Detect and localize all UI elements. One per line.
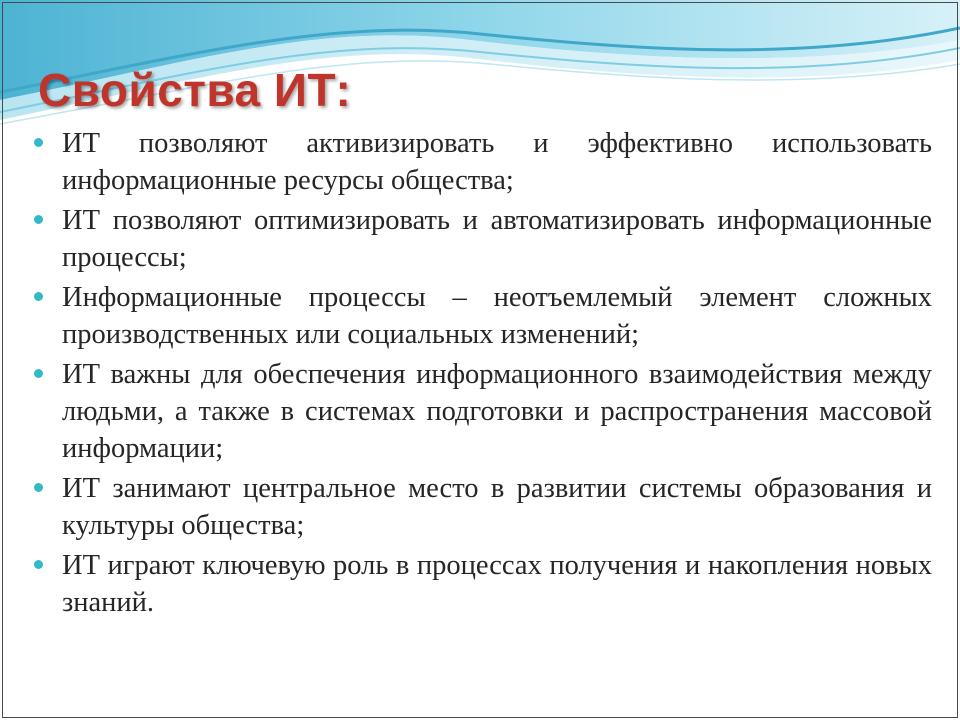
list-item [34, 279, 932, 353]
bullet-list [34, 125, 932, 624]
bullet-text: ИТ занимают центральное место в развитии системы образования и культуры общества; [62, 473, 932, 541]
list-item [34, 202, 932, 276]
bullet-text: ИТ позволяют оптимизировать и автоматизировать информационные процессы; [62, 205, 932, 273]
list-item [34, 125, 932, 199]
bullet-text: ИТ позволяют активизировать и эффективно использовать информационные ресурсы общества; [62, 128, 932, 196]
round-bullet-icon [34, 215, 43, 224]
list-item [34, 470, 932, 544]
round-bullet-icon [34, 560, 43, 569]
bullet-text: Информационные процессы – неотъемлемый элемент сложных производственных или социальных изменений; [62, 282, 932, 350]
round-bullet-icon [34, 369, 43, 378]
bullet-text: ИТ играют ключевую роль в процессах получения и накопления новых знаний. [62, 550, 932, 618]
list-item [34, 547, 932, 621]
round-bullet-icon [34, 292, 43, 301]
bullet-text: ИТ важны для обеспечения информационного взаимодействия между людьми, а также в системах подготовки и распространения массовой информации; [62, 359, 932, 464]
slide-title: Свойства ИТ: [38, 64, 352, 116]
round-bullet-icon [34, 138, 43, 147]
list-item [34, 356, 932, 467]
round-bullet-icon [34, 483, 43, 492]
